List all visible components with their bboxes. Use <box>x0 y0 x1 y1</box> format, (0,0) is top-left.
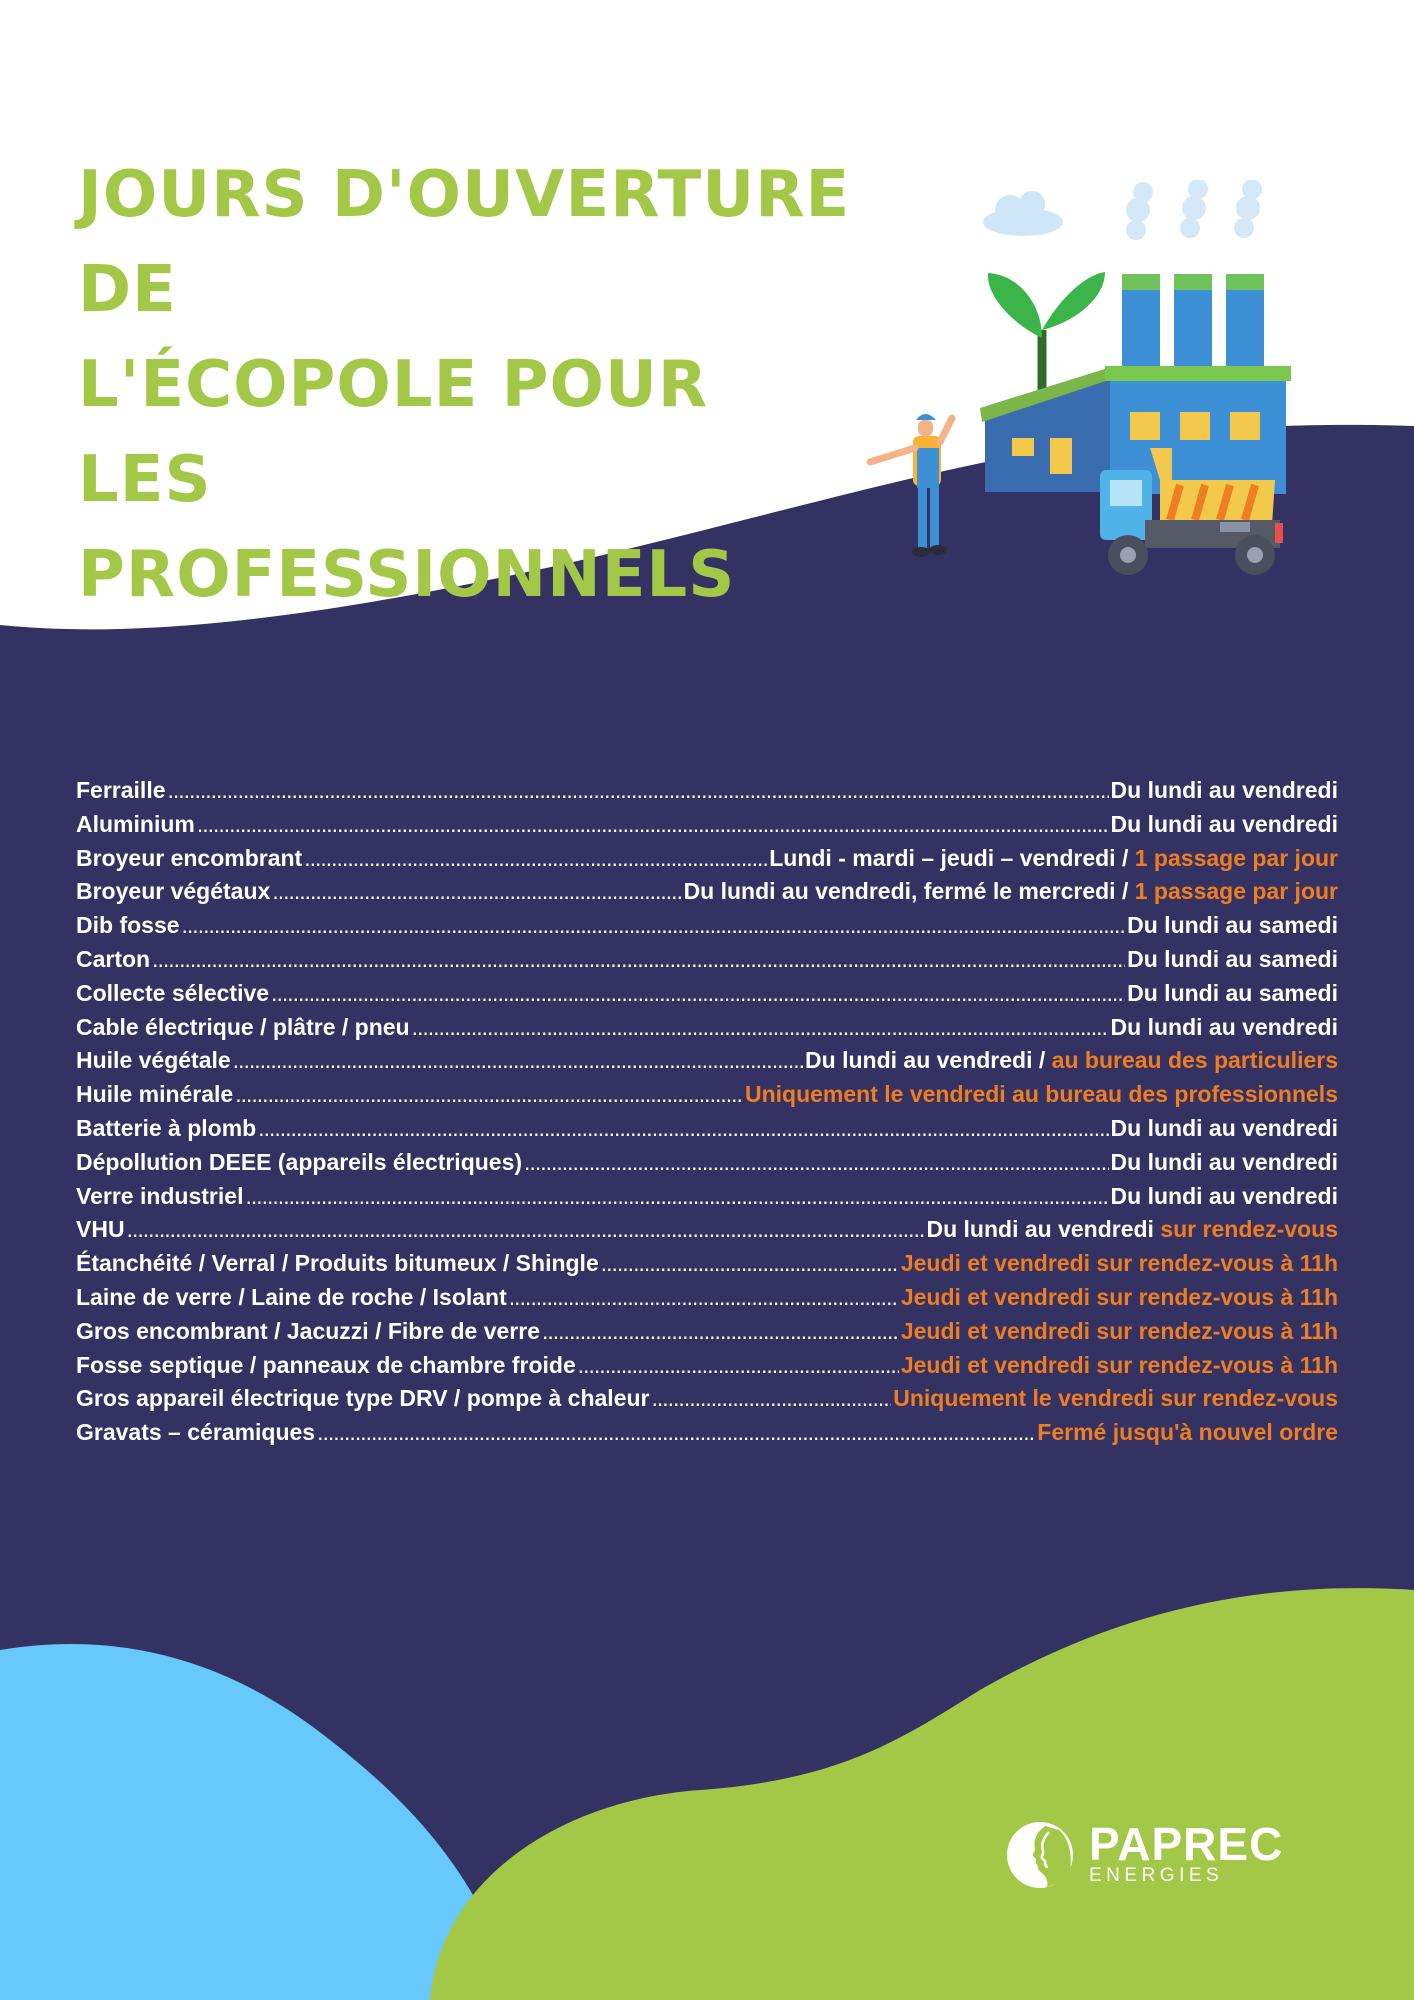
schedule-row <box>76 980 1338 1014</box>
dot-leader <box>272 878 681 905</box>
schedule-row <box>76 1047 1338 1081</box>
schedule-item-value <box>1127 980 1338 1007</box>
schedule-row <box>76 1318 1338 1352</box>
dot-leader <box>304 845 767 872</box>
schedule-note: Uniquement le vendredi au bureau des professionnels <box>744 1081 1338 1108</box>
schedule-list <box>76 777 1338 1453</box>
schedule-note: Jeudi et vendredi sur rendez-vous à 11h <box>900 1317 1338 1344</box>
schedule-item-value <box>769 845 1338 872</box>
paprec-logo-wordmark <box>1089 1818 1284 1887</box>
schedule-row <box>76 1115 1338 1149</box>
schedule-item-label: Huile minérale <box>76 1081 234 1108</box>
smoke-icon <box>1126 180 1262 240</box>
schedule-item-label: Cable électrique / plâtre / pneu <box>76 1013 410 1040</box>
schedule-item-value <box>901 1352 1338 1379</box>
schedule-item-label: Batterie à plomb <box>76 1114 257 1141</box>
title-line: PROFESSIONNELS <box>78 538 736 612</box>
title-line: JOURS D'OUVERTURE DE <box>78 158 851 327</box>
schedule-item-label: Gros appareil électrique type DRV / pompe à chaleur <box>76 1385 650 1412</box>
dot-leader <box>245 1183 1108 1210</box>
schedule-row <box>76 878 1338 912</box>
dot-leader <box>233 1047 803 1074</box>
schedule-days: Du lundi au vendredi <box>1110 1182 1338 1209</box>
schedule-row <box>76 1352 1338 1386</box>
dot-leader <box>651 1385 891 1412</box>
schedule-row <box>76 845 1338 879</box>
schedule-row <box>76 1250 1338 1284</box>
schedule-item-label: Aluminium <box>76 810 195 837</box>
schedule-days: Du lundi au vendredi <box>1110 777 1338 803</box>
dot-leader <box>127 1216 925 1243</box>
schedule-item-value <box>805 1047 1338 1074</box>
schedule-item-value <box>901 1318 1338 1345</box>
schedule-item-value <box>1127 912 1338 939</box>
title-line: L'ÉCOPOLE POUR LES <box>78 348 709 517</box>
schedule-note: sur rendez-vous <box>1160 1216 1338 1243</box>
schedule-item-value <box>901 1250 1338 1277</box>
schedule-row <box>76 912 1338 946</box>
plant-icon <box>988 272 1105 390</box>
schedule-item-value <box>1111 777 1338 804</box>
schedule-days: Du lundi au vendredi <box>1110 810 1338 837</box>
schedule-days: Du lundi au vendredi <box>1110 1114 1338 1141</box>
schedule-row <box>76 1183 1338 1217</box>
schedule-note: 1 passage par jour <box>1134 844 1338 871</box>
schedule-item-label: Fosse septique / panneaux de chambre froide <box>76 1351 576 1378</box>
schedule-note: Uniquement le vendredi sur rendez-vous <box>893 1385 1338 1412</box>
schedule-item-value <box>684 878 1338 905</box>
schedule-item-label: Étanchéité / Verral / Produits bitumeux / Shingle <box>76 1250 599 1277</box>
dot-leader <box>317 1419 1035 1446</box>
page-title <box>78 148 858 623</box>
dot-leader <box>197 811 1109 838</box>
schedule-note: Jeudi et vendredi sur rendez-vous à 11h <box>900 1283 1338 1310</box>
schedule-note: au bureau des particuliers <box>1051 1047 1338 1074</box>
schedule-row <box>76 946 1338 980</box>
schedule-note: Jeudi et vendredi sur rendez-vous à 11h <box>900 1351 1338 1378</box>
dot-leader <box>168 777 1109 804</box>
dot-leader <box>182 912 1126 939</box>
schedule-row <box>76 811 1338 845</box>
schedule-item-label: Broyeur encombrant <box>76 844 303 871</box>
schedule-row <box>76 1014 1338 1048</box>
ecopole-illustration <box>860 180 1350 600</box>
schedule-days: Lundi - mardi – jeudi – vendredi / <box>769 844 1129 871</box>
dot-leader <box>542 1318 899 1345</box>
dot-leader <box>509 1284 899 1311</box>
schedule-row <box>76 1149 1338 1183</box>
schedule-item-label: Collecte sélective <box>76 979 270 1006</box>
schedule-days: Du lundi au vendredi, fermé le mercredi / <box>683 878 1129 905</box>
paprec-logo <box>1005 1820 1283 1890</box>
schedule-item-label: Dib fosse <box>76 912 180 939</box>
schedule-note: Jeudi et vendredi sur rendez-vous à 11h <box>900 1250 1338 1277</box>
schedule-row <box>76 777 1338 811</box>
schedule-item-label: Laine de verre / Laine de roche / Isolant <box>76 1283 507 1310</box>
logo-name: PAPREC <box>1089 1818 1284 1870</box>
schedule-item-value <box>1037 1419 1338 1446</box>
schedule-item-label: Huile végétale <box>76 1047 231 1074</box>
schedule-days: Du lundi au samedi <box>1127 979 1338 1006</box>
dot-leader <box>601 1250 899 1277</box>
schedule-item-value <box>1111 1149 1338 1176</box>
schedule-item-label: Ferraille <box>76 777 166 803</box>
schedule-item-label: Verre industriel <box>76 1182 244 1209</box>
schedule-days: Du lundi au samedi <box>1127 945 1338 972</box>
schedule-item-label: Broyeur végétaux <box>76 878 271 905</box>
schedule-item-value <box>893 1385 1338 1412</box>
dot-leader <box>258 1115 1108 1142</box>
schedule-item-value <box>1111 1183 1338 1210</box>
schedule-row <box>76 1216 1338 1250</box>
dot-leader <box>578 1352 899 1379</box>
schedule-item-value <box>1111 1115 1338 1142</box>
schedule-item-value <box>1127 946 1338 973</box>
schedule-item-value <box>926 1216 1338 1243</box>
dot-leader <box>524 1149 1108 1176</box>
schedule-note: 1 passage par jour <box>1134 878 1338 905</box>
schedule-days: Du lundi au vendredi <box>1110 1148 1338 1175</box>
logo-subtitle: ENERGIES <box>1089 1865 1224 1886</box>
schedule-item-label: Dépollution DEEE (appareils électriques) <box>76 1148 523 1175</box>
schedule-item-label: Carton <box>76 945 151 972</box>
schedule-row <box>76 1284 1338 1318</box>
schedule-row <box>76 1385 1338 1419</box>
schedule-note: Fermé jusqu'à nouvel ordre <box>1037 1419 1338 1446</box>
paprec-logo-icon <box>1005 1820 1075 1890</box>
cloud-icon <box>983 191 1063 236</box>
schedule-item-label: Gravats – céramiques <box>76 1419 316 1446</box>
schedule-days: Du lundi au vendredi / <box>805 1047 1046 1074</box>
schedule-row <box>76 1081 1338 1115</box>
dot-leader <box>271 980 1125 1007</box>
schedule-item-label: VHU <box>76 1216 125 1243</box>
schedule-days: Du lundi au vendredi <box>1110 1013 1338 1040</box>
dot-leader <box>152 946 1125 973</box>
schedule-item-value <box>1111 1014 1338 1041</box>
schedule-item-label: Gros encombrant / Jacuzzi / Fibre de verre <box>76 1317 540 1344</box>
schedule-row <box>76 1419 1338 1453</box>
dot-leader <box>235 1081 743 1108</box>
dot-leader <box>412 1014 1109 1041</box>
schedule-item-value <box>901 1284 1338 1311</box>
schedule-days: Du lundi au vendredi <box>926 1216 1154 1243</box>
schedule-item-value <box>1111 811 1338 838</box>
worker-icon <box>870 414 952 557</box>
schedule-item-value <box>745 1081 1338 1108</box>
schedule-days: Du lundi au samedi <box>1127 912 1338 939</box>
